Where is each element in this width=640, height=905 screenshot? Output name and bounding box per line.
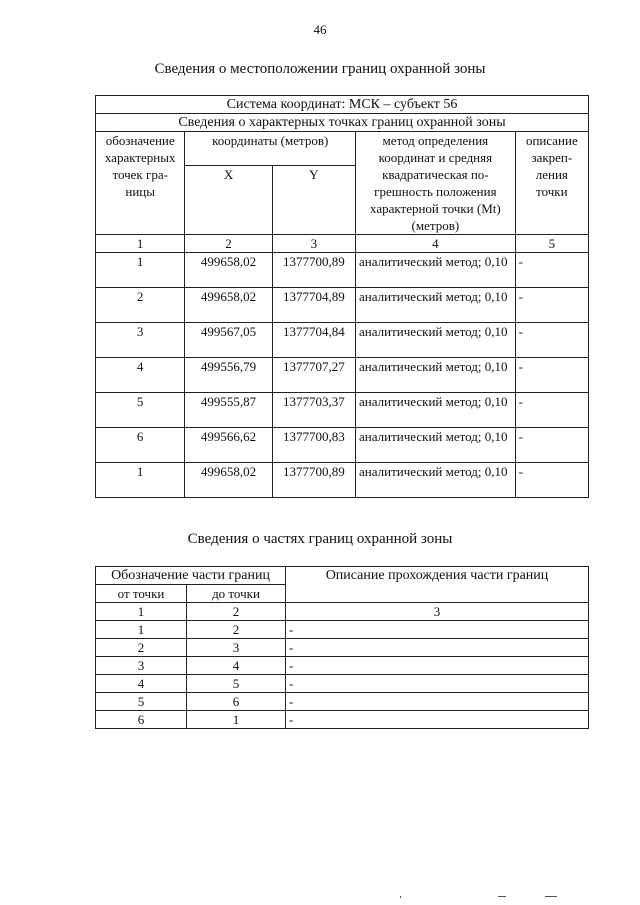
- header-point: обозначение характерных точек гра-ницы: [96, 132, 185, 235]
- colnum-2: 2: [187, 603, 286, 621]
- coord-x: 499566,62: [185, 428, 272, 463]
- method: аналитический метод; 0,10: [356, 358, 516, 393]
- table-row: [96, 358, 589, 393]
- to-point: 1: [187, 711, 286, 729]
- description: -: [515, 288, 588, 323]
- coord-y: 1377704,84: [272, 323, 355, 358]
- point-id: 6: [96, 428, 185, 463]
- section-title-location: Сведения о местоположении границ охранной зоны: [154, 61, 486, 77]
- coord-y: 1377704,89: [272, 288, 355, 323]
- to-point: 5: [187, 675, 286, 693]
- table-subtitle: Сведения о характерных точках границ охранной зоны: [96, 114, 589, 132]
- description: -: [515, 253, 588, 288]
- header-description: описание закреп-ления точки: [515, 132, 588, 235]
- header-part-description: Описание прохождения части границ: [286, 567, 589, 603]
- header-y: Y: [272, 166, 355, 235]
- from-point: 5: [96, 693, 187, 711]
- coord-x: 499658,02: [185, 463, 272, 498]
- point-id: 1: [96, 463, 185, 498]
- coord-x: 499567,05: [185, 323, 272, 358]
- to-point: 6: [187, 693, 286, 711]
- coord-y: 1377707,27: [272, 358, 355, 393]
- part-description: -: [286, 675, 589, 693]
- description: -: [515, 393, 588, 428]
- scan-speck: [498, 896, 506, 897]
- colnum-2: 2: [185, 235, 272, 253]
- coord-x: 499658,02: [185, 253, 272, 288]
- table-row: [96, 393, 589, 428]
- part-description: -: [286, 621, 589, 639]
- method: аналитический метод; 0,10: [356, 253, 516, 288]
- scan-speck: [400, 896, 401, 898]
- characteristic-points-table: [95, 95, 589, 498]
- to-point: 4: [187, 657, 286, 675]
- coord-x: 499556,79: [185, 358, 272, 393]
- coord-system-cell: Система координат: МСК – субъект 56: [96, 96, 589, 114]
- table-row: [96, 693, 589, 711]
- header-x: X: [185, 166, 272, 235]
- colnum-1: 1: [96, 235, 185, 253]
- coord-y: 1377703,37: [272, 393, 355, 428]
- method: аналитический метод; 0,10: [356, 463, 516, 498]
- method: аналитический метод; 0,10: [356, 393, 516, 428]
- description: -: [515, 428, 588, 463]
- method: аналитический метод; 0,10: [356, 428, 516, 463]
- colnum-1: 1: [96, 603, 187, 621]
- header-part: Обозначение части границ: [96, 567, 286, 585]
- header-from: от точки: [96, 585, 187, 603]
- description: -: [515, 323, 588, 358]
- from-point: 1: [96, 621, 187, 639]
- header-coords: координаты (метров): [185, 132, 356, 166]
- point-id: 3: [96, 323, 185, 358]
- from-point: 2: [96, 639, 187, 657]
- part-description: -: [286, 639, 589, 657]
- point-id: 2: [96, 288, 185, 323]
- coord-x: 499658,02: [185, 288, 272, 323]
- colnum-3: 3: [286, 603, 589, 621]
- description: -: [515, 463, 588, 498]
- from-point: 3: [96, 657, 187, 675]
- colnum-3: 3: [272, 235, 355, 253]
- point-id: 5: [96, 393, 185, 428]
- from-point: 4: [96, 675, 187, 693]
- coord-y: 1377700,89: [272, 463, 355, 498]
- table-row: [96, 657, 589, 675]
- part-description: -: [286, 657, 589, 675]
- method: аналитический метод; 0,10: [356, 288, 516, 323]
- coord-y: 1377700,89: [272, 253, 355, 288]
- table-row: [96, 639, 589, 657]
- table-row: [96, 621, 589, 639]
- colnum-4: 4: [356, 235, 516, 253]
- table-row: [96, 711, 589, 729]
- header-to: до точки: [187, 585, 286, 603]
- part-description: -: [286, 693, 589, 711]
- table-row: [96, 463, 589, 498]
- coord-y: 1377700,83: [272, 428, 355, 463]
- table-row: [96, 323, 589, 358]
- method: аналитический метод; 0,10: [356, 323, 516, 358]
- table-row: [96, 253, 589, 288]
- description: -: [515, 358, 588, 393]
- page-number: 46: [313, 22, 327, 37]
- scan-speck: [545, 896, 557, 897]
- to-point: 3: [187, 639, 286, 657]
- table-row: [96, 675, 589, 693]
- colnum-5: 5: [515, 235, 588, 253]
- to-point: 2: [187, 621, 286, 639]
- point-id: 4: [96, 358, 185, 393]
- table-row: [96, 428, 589, 463]
- header-method: метод определения координат и средняя квадратическая по-грешность положения характерной точки (Mt) (метров): [356, 132, 516, 235]
- coord-x: 499555,87: [185, 393, 272, 428]
- table-row: [96, 288, 589, 323]
- point-id: 1: [96, 253, 185, 288]
- part-description: -: [286, 711, 589, 729]
- from-point: 6: [96, 711, 187, 729]
- section-title-parts: Сведения о частях границ охранной зоны: [187, 531, 453, 547]
- boundary-parts-table: [95, 566, 589, 729]
